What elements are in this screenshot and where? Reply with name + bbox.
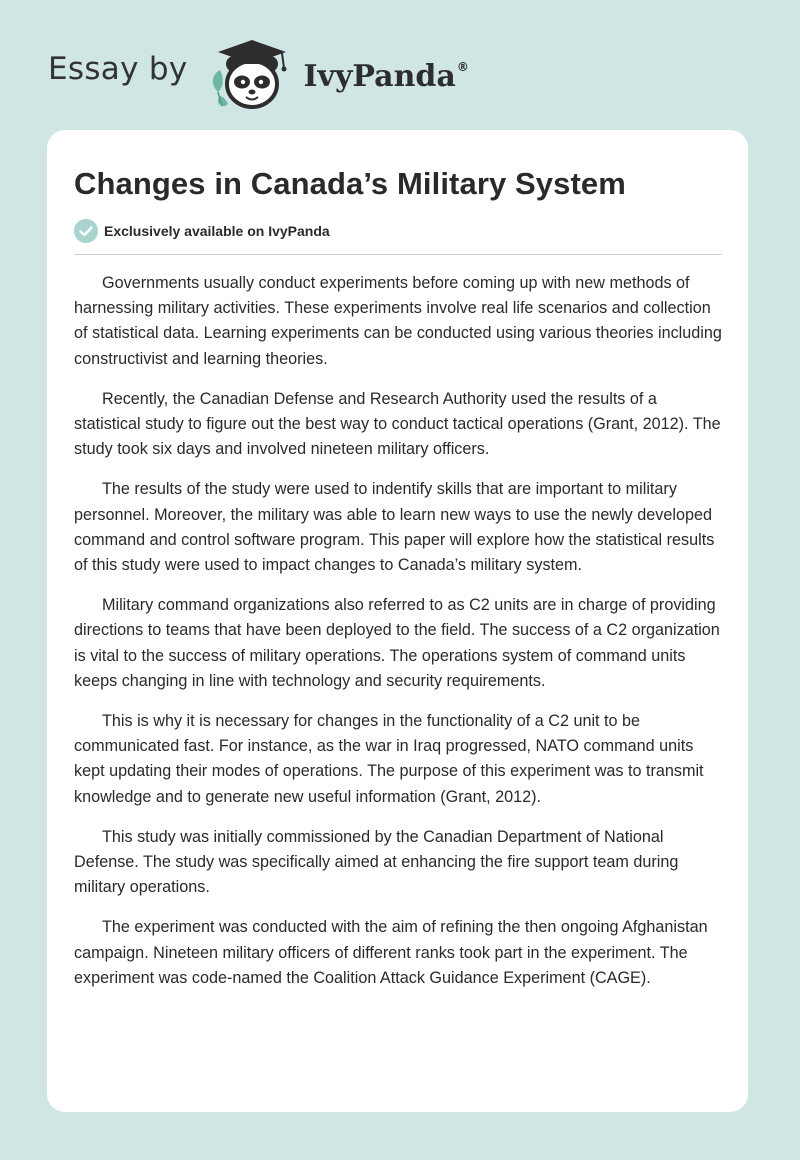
paragraph: The experiment was conducted with the aim of refining the then ongoing Afghanistan campaign. Nineteen military officers of different ranks took part in the experiment. The experiment was code-named the Coalition Attack Guidance Experiment (CAGE). <box>74 918 708 987</box>
brand-prefix: Essay by <box>48 51 188 87</box>
paragraph: This is why it is necessary for changes in the functionality of a C2 unit to be communicated fast. For instance, as the war in Iraq progressed, NATO command units kept updating their modes of operations. The purpose of this experiment was to transmit knowledge and to generate new useful information (Grant, 2012). <box>74 712 704 806</box>
essay-card <box>47 130 748 1112</box>
brand-name <box>304 59 469 94</box>
exclusive-badge <box>74 218 722 244</box>
exclusive-label: Exclusively available on IvyPanda <box>104 223 330 239</box>
brand-name-text: IvyPanda <box>303 58 456 94</box>
panda-graduate-icon <box>204 34 300 114</box>
paragraph: The results of the study were used to indentify skills that are important to military personnel. Moreover, the military was able to learn new ways to use the newly developed command and control software program. This paper will explore how the statistical results of this study were used to impact changes to Canada’s military system. <box>74 480 715 575</box>
divider <box>74 254 722 255</box>
paragraph: Military command organizations also referred to as C2 units are in charge of providing directions to teams that have been deployed to the field. The success of a C2 organization is vital to the success of military operations. The operations system of command units keeps changing in line with technology and security requirements. <box>74 596 720 690</box>
registered-mark: ® <box>456 59 469 74</box>
essay-body <box>74 271 722 991</box>
paragraph: Recently, the Canadian Defense and Research Authority used the results of a statistical study to figure out the best way to conduct tactical operations (Grant, 2012). The study took six days and involved nineteen military officers. <box>74 389 721 459</box>
brand-header[interactable] <box>48 34 469 114</box>
check-circle-icon <box>74 219 98 243</box>
page-title: Changes in Canada’s Military System <box>74 166 626 201</box>
paragraph: Governments usually conduct experiments before coming up with new methods of harnessing military activities. These experiments involve real life scenarios and collection of statistical data. Learning experiments can be conducted using various theories including constructivist and learning theories. <box>74 274 722 368</box>
paragraph: This study was initially commissioned by the Canadian Department of National Defense. The study was specifically aimed at enhancing the fire support team during military operations. <box>74 827 679 897</box>
